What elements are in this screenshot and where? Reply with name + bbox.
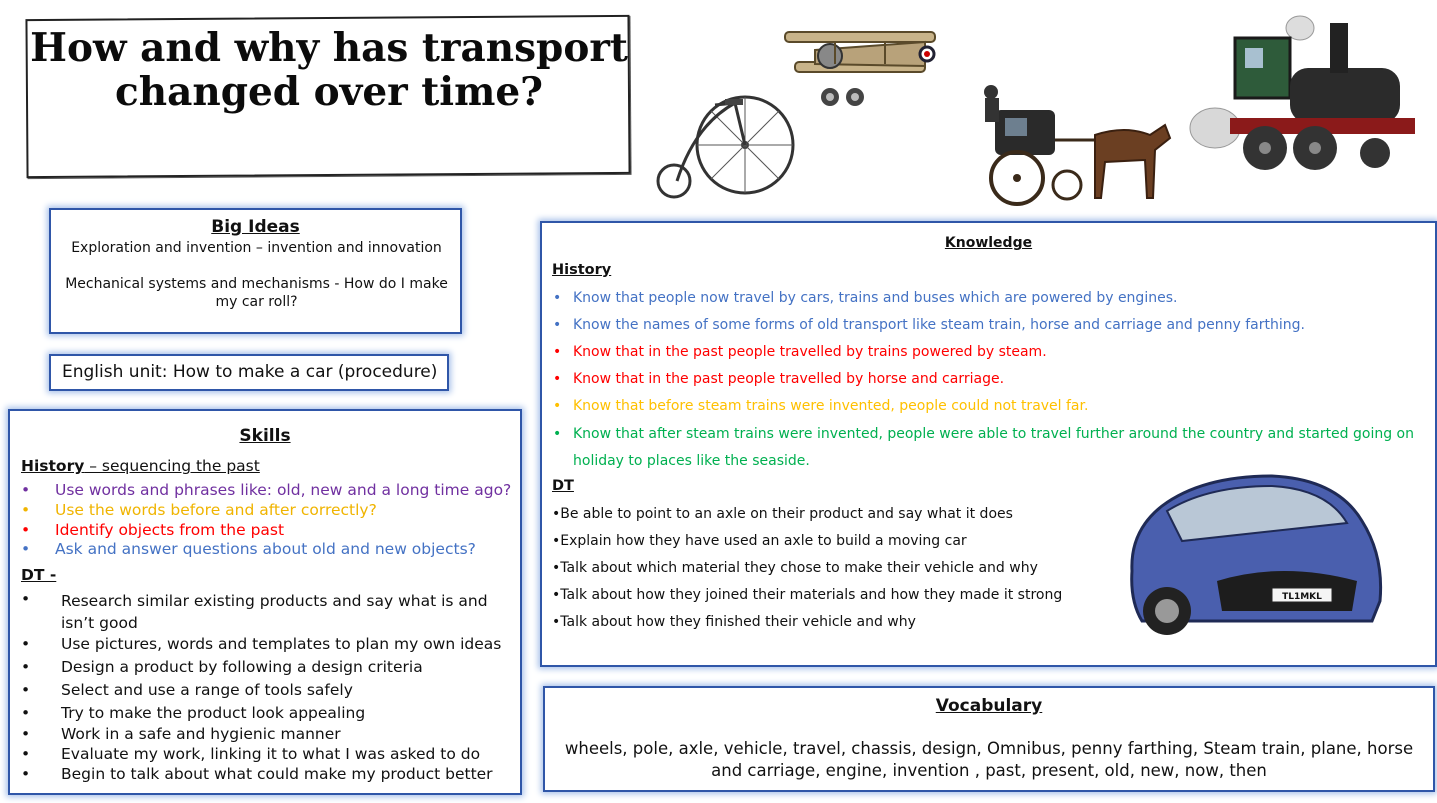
- skills-dt-item: Design a product by following a design criteria: [61, 658, 423, 676]
- skills-heading: Skills: [239, 426, 291, 446]
- vocabulary-panel: [543, 686, 1435, 792]
- big-ideas-line-1: Exploration and invention – invention and innovation: [71, 240, 442, 256]
- skills-dt-item: Try to make the product look appealing: [61, 704, 366, 722]
- bullet: •: [553, 290, 562, 306]
- bullet: •: [553, 317, 562, 333]
- bullet: •: [21, 481, 31, 499]
- knowledge-dt-item: •Talk about which material they chose to make their vehicle and why: [552, 560, 1038, 576]
- skills-history-item: Identify objects from the past: [55, 521, 285, 539]
- bullet: •: [553, 344, 562, 360]
- bullet: •: [21, 745, 31, 763]
- bullet: •: [21, 765, 31, 783]
- bullet: •: [21, 590, 31, 608]
- big-ideas-heading: Big Ideas: [211, 217, 300, 237]
- skills-dt-item: Use pictures, words and templates to plan my own ideas: [61, 635, 502, 653]
- vocabulary-heading: Vocabulary: [935, 696, 1043, 716]
- bullet: •: [21, 501, 31, 519]
- bullet: •: [21, 540, 31, 558]
- skills-history-item: Ask and answer questions about old and new objects?: [55, 540, 476, 558]
- vocabulary-line-1: wheels, pole, axle, vehicle, travel, chassis, design, Omnibus, penny farthing, Steam train, plane, horse: [564, 739, 1414, 758]
- knowledge-panel: [540, 221, 1437, 667]
- knowledge-dt-item: •Talk about how they finished their vehicle and why: [552, 614, 916, 630]
- knowledge-history-item: Know that before steam trains were invented, people could not travel far.: [573, 398, 1089, 414]
- bullet: •: [21, 681, 31, 699]
- bullet: •: [553, 371, 562, 387]
- knowledge-history-item: holiday to places like the seaside.: [573, 453, 810, 469]
- skills-dt-heading: DT -: [21, 566, 57, 584]
- steam-train-image: [1190, 8, 1420, 178]
- skills-history-item: Use words and phrases like: old, new and a long time ago?: [55, 481, 512, 499]
- car-image: [1122, 461, 1392, 641]
- big-ideas-panel: [49, 208, 462, 334]
- bullet: •: [553, 426, 562, 442]
- vocabulary-line-2: and carriage, engine, invention , past, present, old, new, now, then: [711, 761, 1267, 780]
- bullet: •: [21, 521, 31, 539]
- bullet: •: [21, 658, 31, 676]
- skills-history-item: Use the words before and after correctly?: [55, 501, 377, 519]
- knowledge-heading: Knowledge: [944, 235, 1033, 251]
- skills-history-heading: [21, 457, 260, 475]
- skills-dt-item: Evaluate my work, linking it to what I was asked to do: [61, 745, 481, 763]
- knowledge-history-item: Know that in the past people travelled by horse and carriage.: [573, 371, 1005, 387]
- horse-and-carriage-image: [975, 80, 1175, 205]
- skills-history-subheading: – sequencing the past: [84, 457, 260, 475]
- knowledge-dt-heading: DT: [552, 478, 574, 494]
- english-unit-panel: English unit: How to make a car (procedure): [49, 354, 449, 391]
- skills-dt-item: Work in a safe and hygienic manner: [61, 725, 341, 743]
- knowledge-history-item: Know the names of some forms of old transport like steam train, horse and carriage and penny farthing.: [573, 317, 1305, 333]
- knowledge-dt-item: •Explain how they have used an axle to build a moving car: [552, 533, 967, 549]
- skills-panel: [8, 409, 522, 795]
- knowledge-history-item: Know that after steam trains were invented, people were able to travel further around the country and started going on: [573, 426, 1414, 442]
- bullet: •: [21, 635, 31, 653]
- big-ideas-line-2: Mechanical systems and mechanisms - How do I make my car roll?: [65, 276, 448, 310]
- knowledge-dt-item: •Talk about how they joined their materials and how they made it strong: [552, 587, 1063, 603]
- bullet: •: [553, 398, 562, 414]
- skills-dt-item: Begin to talk about what could make my product better: [61, 765, 493, 783]
- skills-history-label: History: [21, 457, 85, 475]
- skills-dt-item: Research similar existing products and say what is and isn’t good: [61, 592, 488, 632]
- biplane-image: [775, 2, 945, 112]
- bullet: •: [21, 704, 31, 722]
- bullet: •: [21, 725, 31, 743]
- car-number-plate: TL1MKL: [1282, 592, 1322, 602]
- knowledge-dt-item: •Be able to point to an axle on their product and say what it does: [552, 506, 1013, 522]
- page-title: How and why has transport changed over time?: [30, 25, 628, 115]
- knowledge-history-heading: History: [552, 262, 612, 278]
- knowledge-history-item: Know that people now travel by cars, trains and buses which are powered by engines.: [573, 290, 1178, 306]
- skills-dt-item: Select and use a range of tools safely: [61, 681, 353, 699]
- knowledge-history-item: Know that in the past people travelled by trains powered by steam.: [573, 344, 1047, 360]
